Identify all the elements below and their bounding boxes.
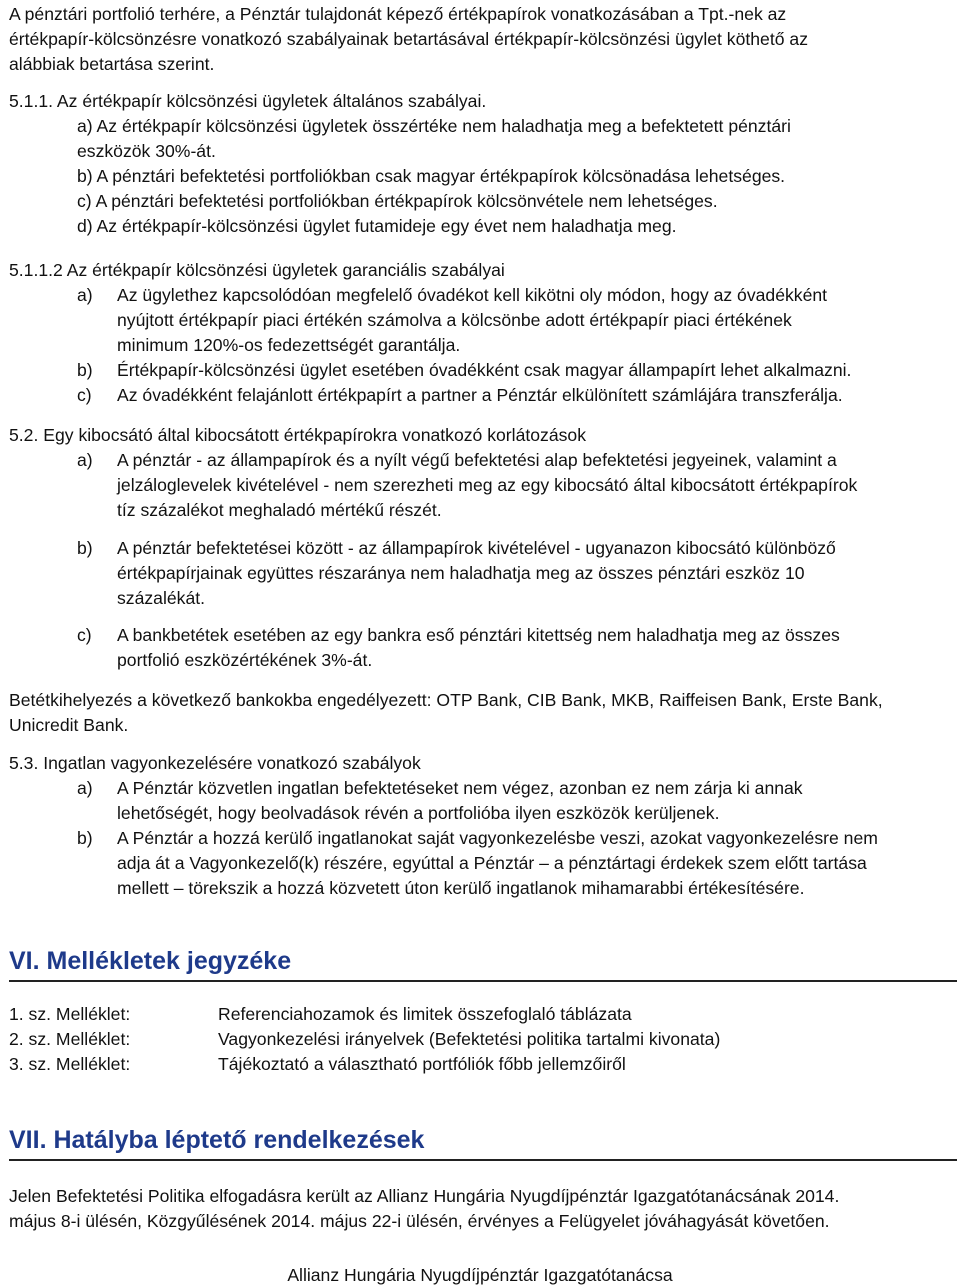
section-vi [9, 946, 954, 1077]
list-item: eszközök 30%-át. [77, 141, 216, 161]
item-label: a) [77, 778, 93, 798]
item-text: Az óvadékként felajánlott értékpapírt a partner a Pénztár elkülönített számlájára transzferálja. [117, 385, 843, 405]
section-title: VII. Hatályba léptető rendelkezések [9, 1125, 957, 1161]
section-5-1-1-2 [9, 258, 954, 408]
item-text: portfolió eszközértékének 3%-át. [117, 650, 373, 670]
section-5-2 [9, 423, 954, 673]
section-5-3 [9, 751, 954, 901]
section-5-1-1 [9, 89, 954, 239]
intro-line: alábbiak betartása szerint. [9, 54, 215, 74]
list-item [77, 623, 954, 673]
item-text: Az ügylethez kapcsolódóan megfelelő óvadékot kell kikötni oly módon, hogy az óvadékként [117, 285, 828, 305]
item-label: c) [77, 385, 92, 405]
item-text: lehetőségét, hogy beolvadások révén a portfolióba ilyen eszközök kerüljenek. [117, 803, 720, 823]
annex-title: Tájékoztató a választható portfóliók főbb jellemzőiről [218, 1054, 626, 1074]
annex-number: 2. sz. Melléklet: [9, 1029, 131, 1049]
section-list [9, 114, 954, 239]
list-item: c) A pénztári befektetési portfoliókban értékpapírok kölcsönvétele nem lehetséges. [77, 191, 718, 211]
item-label: c) [77, 625, 92, 645]
deposit-line: Unicredit Bank. [9, 715, 129, 735]
annex-title: Referenciahozamok és limitek összefoglaló táblázata [218, 1004, 632, 1024]
deposit-paragraph [9, 688, 954, 738]
item-text: A bankbetétek esetében az egy bankra eső pénztári kitettség nem haladhatja meg az összes [117, 625, 840, 645]
item-text: nyújtott értékpapír piaci értékén számolva a kölcsönbe adott értékpapír piaci értékének [117, 310, 792, 330]
item-text: jelzáloglevelek kivételével - nem szerezheti meg az egy kibocsátó által kibocsátott értékpapírok [117, 475, 858, 495]
list-item [77, 383, 954, 408]
section-heading: 5.1.1.2 Az értékpapír kölcsönzési ügyletek garanciális szabályai [9, 260, 505, 280]
item-text: tíz százalékot meghaladó mértékű részét. [117, 500, 442, 520]
annex-row [9, 1002, 954, 1027]
list-item: a) Az értékpapír kölcsönzési ügyletek összértéke nem haladhatja meg a befektetett pénztári [77, 116, 791, 136]
section-list [9, 448, 954, 673]
item-text: A pénztár befektetései között - az állampapírok kivételével - ugyanazon kibocsátó különböző [117, 538, 836, 558]
effective-text [9, 1184, 954, 1234]
list-item [77, 448, 954, 523]
intro-line: értékpapír-kölcsönzésre vonatkozó szabályainak betartásával értékpapír-kölcsönzési ügylet köthető az [9, 29, 808, 49]
section-heading: 5.1.1. Az értékpapír kölcsönzési ügyletek általános szabályai. [9, 91, 487, 111]
item-text: A pénztár - az állampapírok és a nyílt végű befektetési alap befektetési jegyeinek, valamint a [117, 450, 837, 470]
item-text: adja át a Vagyonkezelő(k) részére, egyúttal a Pénztár – a pénztártagi érdekek szem előtt tartása [117, 853, 867, 873]
item-text: minimum 120%-os fedezettségét garantálja. [117, 335, 461, 355]
annex-row [9, 1052, 954, 1077]
item-label: a) [77, 285, 93, 305]
section-vii [9, 1125, 954, 1234]
intro-line: A pénztári portfolió terhére, a Pénztár tulajdonát képező értékpapírok vonatkozásában a Tpt.-nek az [9, 4, 787, 24]
deposit-line: Betétkihelyezés a következő bankokba engedélyezett: OTP Bank, CIB Bank, MKB, Raiffeisen Bank, Erste Bank, [9, 690, 883, 710]
item-label: b) [77, 360, 93, 380]
list-item [77, 358, 954, 383]
annex-number: 3. sz. Melléklet: [9, 1054, 131, 1074]
section-title: VI. Mellékletek jegyzéke [9, 946, 957, 982]
intro-paragraph [9, 2, 954, 77]
item-label: b) [77, 828, 93, 848]
effective-line: május 8-i ülésén, Közgyűlésének 2014. május 22-i ülésén, érvényes a Felügyelet jóváhagyását követően. [9, 1211, 830, 1231]
list-item [77, 826, 954, 901]
footer-signature: Allianz Hungária Nyugdíjpénztár Igazgatótanácsa [287, 1265, 673, 1285]
list-item [77, 776, 954, 826]
item-text: értékpapírjainak együttes részaránya nem haladhatja meg az összes pénztári eszköz 10 [117, 563, 805, 583]
effective-line: Jelen Befektetési Politika elfogadásra került az Allianz Hungária Nyugdíjpénztár Igazgatótanácsának 2014. [9, 1186, 840, 1206]
annex-title: Vagyonkezelési irányelvek (Befektetési politika tartalmi kivonata) [218, 1029, 721, 1049]
annex-number: 1. sz. Melléklet: [9, 1004, 131, 1024]
item-text: Értékpapír-kölcsönzési ügylet esetében óvadékként csak magyar állampapírt lehet alkalmazni. [117, 360, 852, 380]
annex-list [9, 1002, 954, 1077]
annex-row [9, 1027, 954, 1052]
section-heading: 5.2. Egy kibocsátó által kibocsátott értékpapírokra vonatkozó korlátozások [9, 425, 586, 445]
item-label: a) [77, 450, 93, 470]
section-list [9, 776, 954, 901]
list-item: d) Az értékpapír-kölcsönzési ügylet futamideje egy évet nem haladhatja meg. [77, 216, 677, 236]
item-text: A Pénztár közvetlen ingatlan befektetéseket nem végez, azonban ez nem zárja ki annak [117, 778, 803, 798]
item-label: b) [77, 538, 93, 558]
section-list [9, 283, 954, 408]
section-heading: 5.3. Ingatlan vagyonkezelésére vonatkozó szabályok [9, 753, 421, 773]
list-item [77, 283, 954, 358]
list-item [77, 536, 954, 611]
item-text: százalékát. [117, 588, 206, 608]
list-item: b) A pénztári befektetési portfoliókban csak magyar értékpapírok kölcsönadása lehetséges. [77, 166, 786, 186]
item-text: A Pénztár a hozzá kerülő ingatlanokat saját vagyonkezelésbe veszi, azokat vagyonkezelésre nem [117, 828, 878, 848]
item-text: mellett – törekszik a hozzá közvetett úton kerülő ingatlanok mihamarabbi értékesítésére. [117, 878, 805, 898]
